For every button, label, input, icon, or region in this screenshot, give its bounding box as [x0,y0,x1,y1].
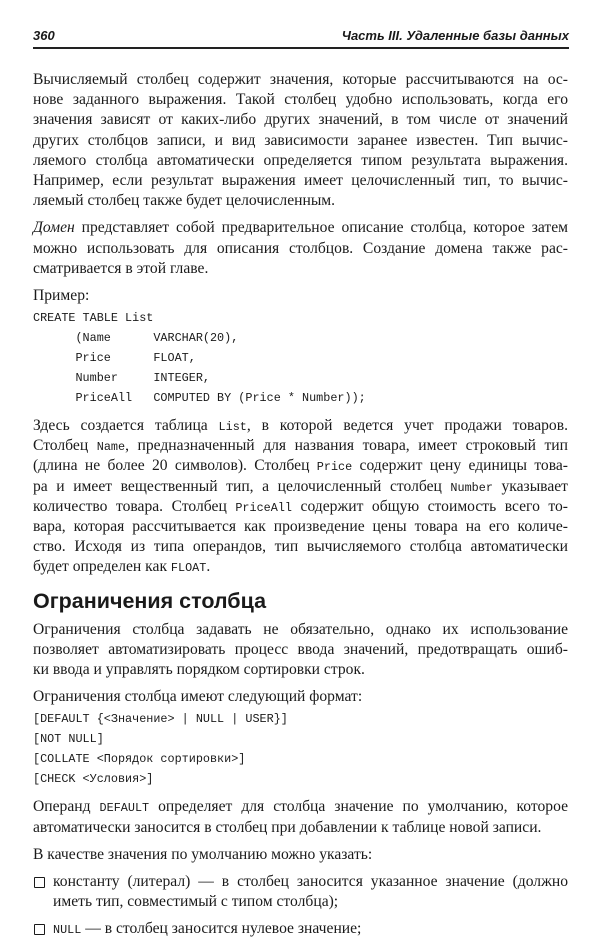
text-line [33,797,568,817]
code-line: PriceAll COMPUTED BY (Price * Number)); [33,391,366,406]
code-line: CREATE TABLE List [33,311,154,326]
text-run: — в столбец заносится нулевое значение; [81,920,362,938]
list-item [33,872,568,912]
text-run: содержит цену единицы това- [352,457,569,475]
text-run: Здесь создается таблица [33,417,219,435]
paragraph [33,797,568,837]
text-line: В качестве значения по умолчанию можно указать: [33,845,373,863]
text-line [33,497,568,517]
code-line: [CHECK <Условия>] [33,772,154,787]
text-line: позволяет автоматизировать процесс ввода значений, предотвращать ошиб- [33,640,568,658]
text-run: , в которой ведется учет продажи товаров. [246,417,568,435]
text-line [33,436,568,456]
inline-code: NULL [53,923,82,938]
text-line: автоматически заносится в столбец при добавлении к таблице новой записи. [33,818,542,836]
text-line: Например, если результат выражения имеет целочисленный тип, то вычис- [33,171,568,189]
text-line: можно использовать для описания столбцов. Создание домена также рас- [33,239,568,257]
emphasis: Домен [33,219,75,237]
text-run: . [206,558,211,576]
inline-code: Number [450,480,493,495]
paragraph [33,687,568,707]
text-line: ляемого столбца автоматически определяется типом результата выражения. [33,151,568,169]
text-run: Столбец [33,437,97,455]
text-line: Ограничения столбца имеют следующий формат: [33,688,363,706]
text-line [33,456,568,476]
text-line: сматривается в этой главе. [33,259,209,277]
header-rule [33,47,569,49]
text-run: будет определен как [33,558,171,576]
text-line: ляемый столбец также будет целочисленным. [33,192,336,210]
inline-code: DEFAULT [99,801,150,816]
code-line: Price FLOAT, [33,351,196,366]
code-line: (Name VARCHAR(20), [33,331,239,346]
text-line [33,416,568,436]
text-line [53,919,568,939]
text-line: ство. Исходя из типа операндов, тип вычисляемого столбца автоматически [33,538,568,556]
text-line: Пример: [33,286,90,304]
text-run: Операнд [33,798,100,816]
inline-code: List [218,420,247,435]
inline-code: PriceAll [235,500,292,515]
text-run: , предназначенный для названия товара, имеет строковый тип [125,437,568,455]
text-line [33,218,568,238]
text-line: значения зависят от каких-либо других значений, в том числе от значений [33,111,568,129]
text-run: содержит общую стоимость всего то- [291,497,568,515]
code-block [33,709,568,789]
text-line: Ограничения столбца задавать не обязательно, однако их использование [33,620,568,638]
chapter-title: Часть III. Удаленные базы данных [341,28,569,43]
text-run: количество товара. Столбец [33,497,236,515]
text-run: ра и имеет вещественный тип, а целочисленный столбец [33,477,451,495]
section-heading: Ограничения столбца [33,588,267,613]
paragraph [33,416,568,578]
inline-code: Name [96,440,126,455]
text-run: определяет для столбца значение по умолчанию, которое [149,798,568,816]
page-number: 360 [33,28,55,43]
paragraph [33,286,568,306]
text-line: Вычисляемый столбец содержит значения, которые рассчитываются на ос- [33,71,568,88]
text-run: (длина не более 20 символов). Столбец [33,457,317,475]
text-line: других столбцов записи, и вид зависимости заранее известен. Тип вычис- [33,131,568,149]
list-item [33,919,568,939]
running-header [33,28,569,46]
text-line: нове заданного выражения. Такой столбец удобно использовать, когда его [33,91,568,109]
paragraph [33,620,568,681]
code-line: [COLLATE <Порядок сортировки>] [33,752,246,767]
checkbox-bullet-icon [34,924,45,935]
code-line: Number INTEGER, [33,371,210,386]
code-line: [DEFAULT {<Значение> | NULL | USER}] [33,712,288,727]
paragraph [33,70,568,211]
checkbox-bullet-icon [34,877,45,888]
text-line: константу (литерал) — в столбец заносится указанное значение (должно [53,872,568,890]
text-run: указывает [492,477,568,495]
text-line: вара, которая рассчитывается как произведение цены товара на его количе- [33,518,568,535]
text-run: представляет собой предварительное описание столбца, которое затем [74,219,568,237]
code-block [33,308,568,408]
text-line [33,477,568,497]
paragraph [33,218,568,279]
text-line [33,557,568,577]
inline-code: Price [316,460,353,475]
text-line: ки ввода и управлять порядком сортировки строк. [33,660,365,678]
code-line: [NOT NULL] [33,732,104,747]
text-line: иметь тип, совместимый с типом столбца); [53,893,339,911]
page-body [33,70,568,946]
inline-code: FLOAT [170,561,207,576]
